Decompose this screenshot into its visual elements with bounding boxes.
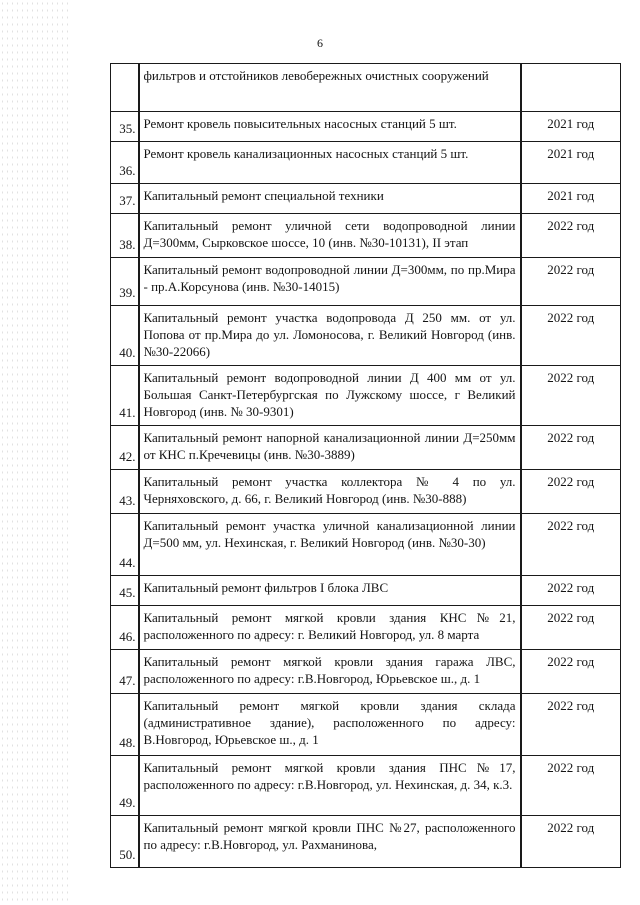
row-year (521, 64, 621, 112)
row-year: 2022 год (521, 816, 621, 868)
row-number: 50. (111, 816, 139, 868)
table-row (111, 816, 621, 868)
table-row (111, 142, 621, 184)
table-row (111, 650, 621, 694)
row-description: Капитальный ремонт мягкой кровли здания склада (административное здание), расположенного по адресу: В.Новгород, Юрьевское ш., д. 1 (139, 694, 521, 756)
row-number: 46. (111, 606, 139, 650)
row-year: 2022 год (521, 306, 621, 366)
row-number: 37. (111, 184, 139, 214)
row-description: Капитальный ремонт специальной техники (139, 184, 521, 214)
row-description: Капитальный ремонт уличной сети водопроводной линии Д=300мм, Сырковское шоссе, 10 (инв. №30-10131), II этап (139, 214, 521, 258)
row-description: Капитальный ремонт участка водопровода Д 250 мм. от ул. Попова от пр.Мира до ул. Ломоносова, г. Великий Новгород (инв. №30-22066) (139, 306, 521, 366)
row-number: 35. (111, 112, 139, 142)
row-number: 49. (111, 756, 139, 816)
table-row (111, 606, 621, 650)
row-year: 2022 год (521, 650, 621, 694)
row-number: 43. (111, 470, 139, 514)
works-table (110, 63, 621, 868)
row-year: 2022 год (521, 694, 621, 756)
table-row (111, 756, 621, 816)
row-number: 48. (111, 694, 139, 756)
row-year: 2022 год (521, 576, 621, 606)
row-number: 47. (111, 650, 139, 694)
table-row (111, 694, 621, 756)
row-description: Капитальный ремонт мягкой кровли здания КНС№21, расположенного по адресу: г. Великий Новгород, ул. 8 марта (139, 606, 521, 650)
table-row (111, 64, 621, 112)
row-year: 2022 год (521, 470, 621, 514)
row-description: Капитальный ремонт участка коллектора № 4 по ул. Черняховского, д. 66, г. Великий Новгород (инв. №30-888) (139, 470, 521, 514)
row-number: 36. (111, 142, 139, 184)
row-number (111, 64, 139, 112)
row-description: Капитальный ремонт фильтров I блока ЛВС (139, 576, 521, 606)
row-description: Капитальный ремонт участка уличной канализационной линии Д=500 мм, ул. Нехинская, г. Великий Новгород (инв. №30-30) (139, 514, 521, 576)
row-number: 39. (111, 258, 139, 306)
table-row (111, 214, 621, 258)
scan-edge-noise (0, 0, 70, 905)
row-description: фильтров и отстойников левобережных очистных сооружений (139, 64, 521, 112)
row-description: Капитальный ремонт мягкой кровли здания гаража ЛВС, расположенного по адресу: г.В.Новгород, Юрьевское ш., д. 1 (139, 650, 521, 694)
row-number: 44. (111, 514, 139, 576)
row-year: 2022 год (521, 258, 621, 306)
row-year: 2022 год (521, 366, 621, 426)
table-row (111, 184, 621, 214)
row-year: 2022 год (521, 756, 621, 816)
row-year: 2022 год (521, 514, 621, 576)
row-number: 41. (111, 366, 139, 426)
row-description: Капитальный ремонт водопроводной линии Д=300мм, по пр.Мира - пр.А.Корсунова (инв. №30-14015) (139, 258, 521, 306)
table-row (111, 576, 621, 606)
table-row (111, 470, 621, 514)
table-row (111, 426, 621, 470)
row-description: Ремонт кровель канализационных насосных станций 5 шт. (139, 142, 521, 184)
table-row (111, 258, 621, 306)
row-description: Капитальный ремонт водопроводной линии Д 400 мм от ул. Большая Санкт-Петербургская по Лужскому шоссе, г Великий Новгород (инв. № 30-9301) (139, 366, 521, 426)
table-row (111, 112, 621, 142)
row-description: Капитальный ремонт мягкой кровли ПНС №27, расположенного по адресу: г.В.Новгород, ул. Рахманинова, (139, 816, 521, 868)
row-number: 45. (111, 576, 139, 606)
row-description: Капитальный ремонт напорной канализационной линии Д=250мм от КНС п.Кречевицы (инв. №30-3889) (139, 426, 521, 470)
row-year: 2021 год (521, 142, 621, 184)
row-year: 2021 год (521, 112, 621, 142)
row-year: 2022 год (521, 426, 621, 470)
row-year: 2022 год (521, 214, 621, 258)
row-description: Капитальный ремонт мягкой кровли здания ПНС№17, расположенного по адресу: г.В.Новгород, ул. Нехинская, д. 34, к.3. (139, 756, 521, 816)
table-row (111, 306, 621, 366)
page-number: 6 (317, 36, 323, 50)
row-number: 38. (111, 214, 139, 258)
row-year: 2021 год (521, 184, 621, 214)
row-number: 40. (111, 306, 139, 366)
table-row (111, 366, 621, 426)
row-year: 2022 год (521, 606, 621, 650)
row-description: Ремонт кровель повысительных насосных станций 5 шт. (139, 112, 521, 142)
table-row (111, 514, 621, 576)
row-number: 42. (111, 426, 139, 470)
